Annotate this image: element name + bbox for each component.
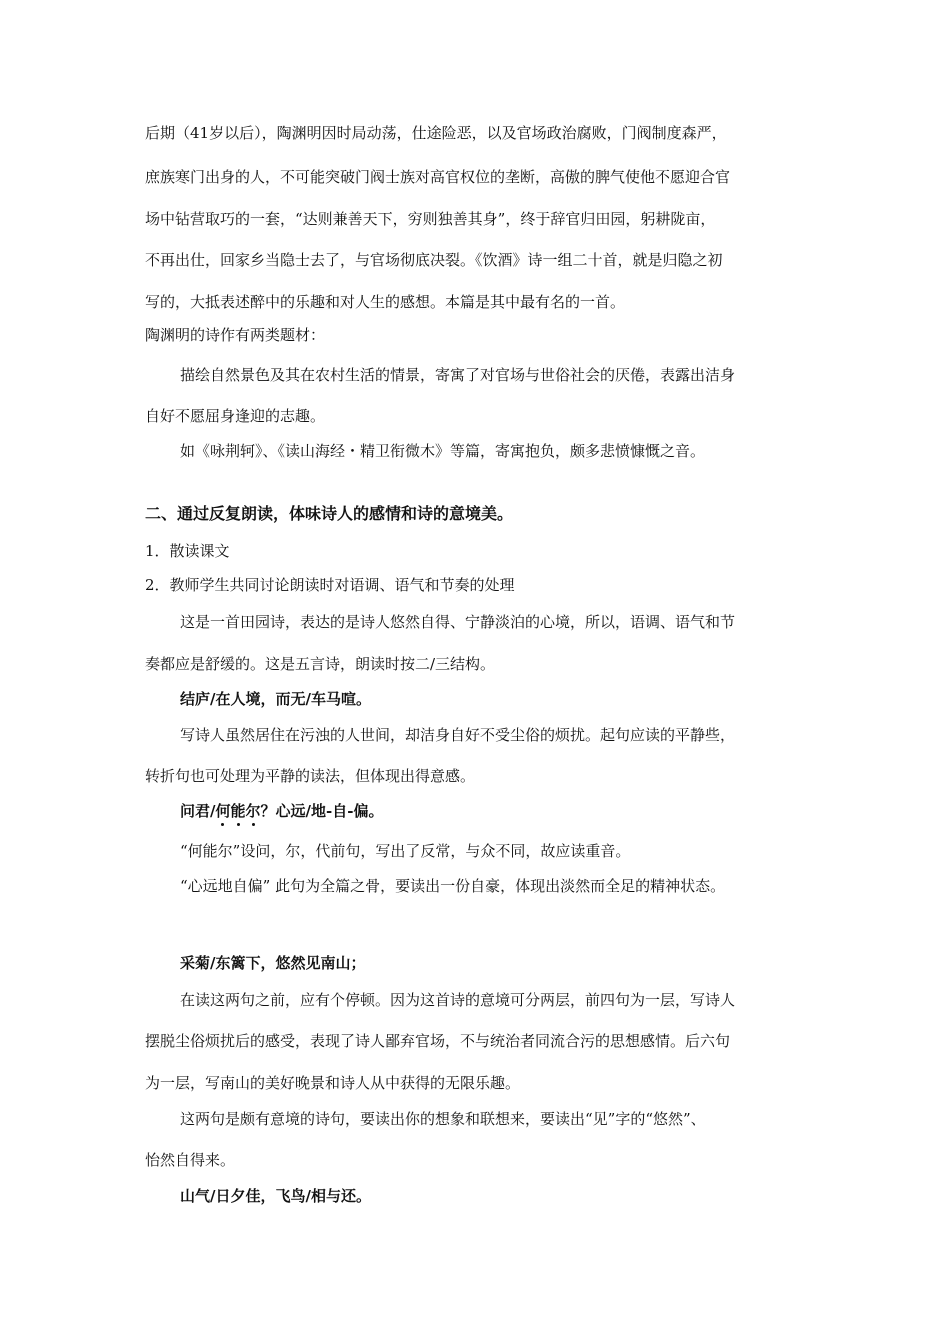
verse-line-3: 采菊/东篱下，悠然见南山；	[180, 954, 366, 972]
step-1: 1．散读课文	[145, 542, 230, 560]
theme-item2: 如《咏荆轲》、《读山海经・精卫衔微木》等篇，寄寓抱负，颇多悲愤慷慨之音。	[180, 442, 706, 460]
verse-2-end: ？心远/地-自-偏。	[260, 802, 384, 820]
emphasis-dot-char: 尔	[245, 802, 261, 820]
intro-line: 场中钻营取巧的一套，“达则兼善天下，穷则独善其身”，终于辞官归田园，躬耕陇亩，	[145, 210, 716, 228]
verse-3-note-line: 摆脱尘俗烦扰后的感受，表现了诗人鄙弃官场，不与统治者同流合污的思想感情。后六句	[145, 1032, 731, 1050]
emphasis-dot-char: 能	[230, 802, 246, 820]
verse-3-note-line: 怡然自得来。	[145, 1151, 236, 1169]
reading-guide-line: 奏都应是舒缓的。这是五言诗，朗读时按二/三结构。	[145, 655, 496, 673]
verse-line-1: 结庐/在人境，而无/车马喧。	[180, 690, 371, 708]
theme-item1-line: 自好不愿屈身逢迎的志趣。	[145, 407, 326, 425]
verse-2-note-1: “何能尔”设问，尔，代前句，写出了反常，与众不同，故应读重音。	[180, 842, 631, 860]
step-2: 2．教师学生共同讨论朗读时对语调、语气和节奏的处理	[145, 576, 515, 594]
theme-item1-line: 描绘自然景色及其在农村生活的情景，寄寓了对官场与世俗社会的厌倦，表露出洁身	[180, 366, 736, 384]
section-heading: 二、通过反复朗读，体味诗人的感情和诗的意境美。	[145, 504, 514, 523]
verse-line-4: 山气/日夕佳，飞鸟/相与还。	[180, 1187, 371, 1205]
intro-line: 不再出仕，回家乡当隐士去了，与官场彻底决裂。《饮酒》诗一组二十首，就是归隐之初	[145, 251, 723, 269]
intro-line: 后期（41岁以后），陶渊明因时局动荡，仕途险恶，以及官场政治腐败，门阀制度森严，	[145, 124, 727, 142]
verse-1-note-line: 转折句也可处理为平静的读法，但体现出得意感。	[145, 767, 476, 785]
verse-3-note-line: 在读这两句之前，应有个停顿。因为这首诗的意境可分两层，前四句为一层，写诗人	[180, 991, 736, 1009]
emphasis-dot-char: 何	[215, 802, 231, 820]
reading-guide-line: 这是一首田园诗，表达的是诗人悠然自得、宁静淡泊的心境，所以，语调、语气和节	[180, 613, 736, 631]
verse-3-note-line: 这两句是颇有意境的诗句，要读出你的想象和联想来，要读出“见”字的“悠然”、	[180, 1110, 706, 1128]
intro-line: 写的，大抵表述醉中的乐趣和对人生的感想。本篇是其中最有名的一首。	[145, 293, 626, 311]
themes-title: 陶渊明的诗作有两类题材：	[145, 326, 326, 344]
verse-1-note-line: 写诗人虽然居住在污浊的人世间，却洁身自好不受尘俗的烦扰。起句应读的平静些，	[180, 726, 736, 744]
verse-2-start: 问君/	[180, 802, 216, 820]
verse-3-note-line: 为一层，写南山的美好晚景和诗人从中获得的无限乐趣。	[145, 1074, 521, 1092]
intro-line: 庶族寒门出身的人，不可能突破门阀士族对高官权位的垄断，高傲的脾气使他不愿迎合官	[145, 168, 731, 186]
verse-line-2	[180, 801, 383, 821]
verse-2-note-2: “心远地自偏” 此句为全篇之骨，要读出一份自豪，体现出淡然而全足的精神状态。	[180, 877, 726, 895]
